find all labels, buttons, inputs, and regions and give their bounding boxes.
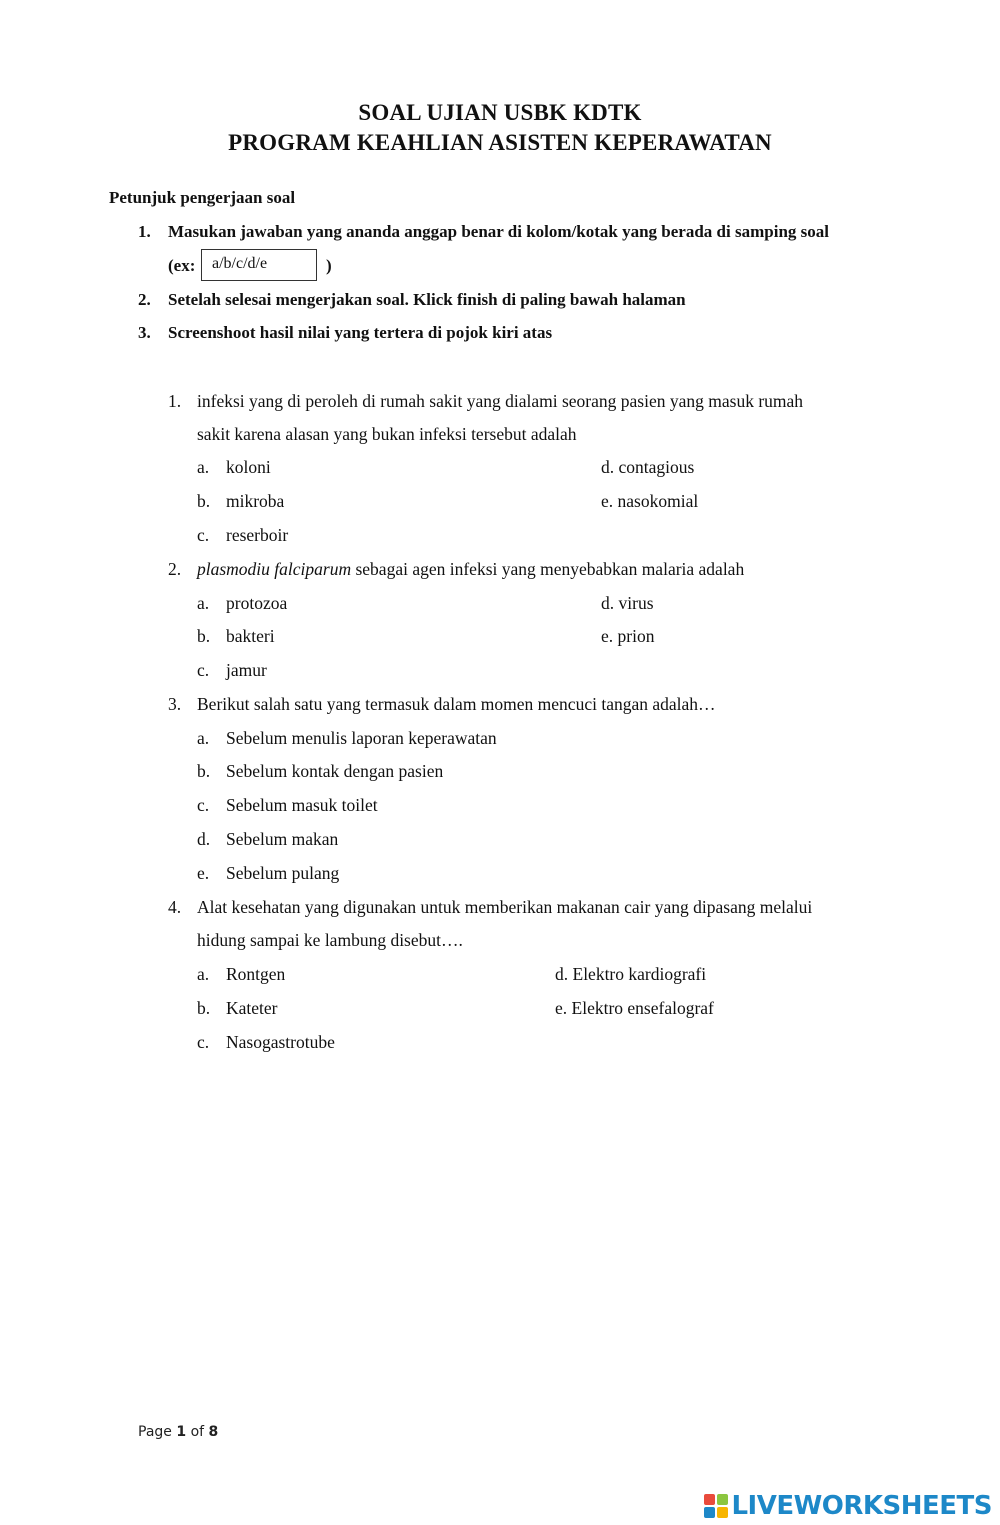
of-label: of [190, 1424, 205, 1440]
page-number [138, 1424, 218, 1440]
question-number: 2. [168, 559, 182, 579]
option-e: e. Elektro ensefalograf [555, 998, 714, 1018]
question-text: infeksi yang di peroleh di rumah sakit yang dialami seorang pasien yang masuk rumah [197, 391, 804, 411]
instruction-number: 1. [138, 222, 151, 241]
option-text: nasokomial [617, 491, 699, 511]
option-letter: a. [197, 593, 210, 613]
option-d [601, 457, 694, 478]
option-text: Nasogastrotube [226, 1032, 335, 1052]
liveworksheets-brand [703, 1488, 992, 1524]
option-e [601, 626, 654, 647]
question-number: 4. [168, 897, 182, 917]
question-text: Berikut salah satu yang termasuk dalam momen mencuci tangan adalah… [197, 694, 716, 714]
option-text: contagious [618, 457, 695, 477]
instructions-heading: Petunjuk pengerjaan soal [109, 188, 296, 207]
question-text: sakit karena alasan yang bukan infeksi tersebut adalah [197, 424, 577, 444]
option-text: prion [617, 626, 655, 646]
option-letter: e. [601, 491, 614, 511]
instruction-text: Setelah selesai mengerjakan soal. Klick finish di paling bawah halaman [168, 290, 686, 309]
option-letter: d. [601, 593, 615, 613]
page-subtitle: PROGRAM KEAHLIAN ASISTEN KEPERAWATAN [228, 130, 772, 155]
page-label: Page [138, 1424, 172, 1440]
liveworksheets-logo-icon [703, 1493, 729, 1519]
instruction-text: Masukan jawaban yang ananda anggap benar di kolom/kotak yang berada di samping soal [168, 222, 829, 241]
option-text: Kateter [226, 998, 278, 1018]
option-d [601, 593, 654, 614]
option-text: Sebelum kontak dengan pasien [226, 761, 444, 781]
option-text: bakteri [226, 626, 275, 646]
option-text: jamur [226, 660, 267, 680]
option-letter: b. [197, 998, 211, 1018]
option-text: Sebelum masuk toilet [226, 795, 378, 815]
question-text: Alat kesehatan yang digunakan untuk memberikan makanan cair yang dipasang melalui [197, 897, 813, 917]
option-text: Sebelum menulis laporan keperawatan [226, 728, 497, 748]
instruction-number: 3. [138, 323, 151, 342]
page-title: SOAL UJIAN USBK KDTK [358, 100, 642, 125]
option-letter: c. [197, 1032, 210, 1052]
option-letter: b. [197, 626, 211, 646]
option-letter: a. [197, 728, 210, 748]
option-letter: c. [197, 525, 210, 545]
option-letter: c. [197, 795, 210, 815]
option-letter: b. [197, 491, 211, 511]
instruction-text: Screenshoot hasil nilai yang tertera di pojok kiri atas [168, 323, 553, 342]
option-text: Rontgen [226, 964, 286, 984]
option-letter: a. [197, 964, 210, 984]
option-letter: c. [197, 660, 210, 680]
question-italic-term: plasmodiu falciparum [197, 559, 352, 579]
current-page: 1 [176, 1424, 187, 1440]
option-text: protozoa [226, 593, 288, 613]
question-text: hidung sampai ke lambung disebut…. [197, 930, 463, 950]
option-letter: e. [197, 863, 210, 883]
option-text: koloni [226, 457, 271, 477]
total-pages: 8 [208, 1424, 219, 1440]
question-number: 3. [168, 694, 182, 714]
example-suffix: ) [326, 256, 332, 275]
option-letter: d. [197, 829, 211, 849]
option-text: virus [618, 593, 654, 613]
question-text-rest: sebagai agen infeksi yang menyebabkan malaria adalah [351, 559, 745, 579]
option-letter: a. [197, 457, 210, 477]
option-e [601, 491, 698, 512]
option-letter: b. [197, 761, 211, 781]
example-prefix: (ex: [168, 256, 196, 275]
question-text [197, 559, 744, 580]
option-text: Sebelum pulang [226, 863, 340, 883]
option-text: mikroba [226, 491, 285, 511]
option-letter: d. [601, 457, 615, 477]
option-letter: e. [601, 626, 614, 646]
instruction-number: 2. [138, 290, 151, 309]
example-answer-box: a/b/c/d/e [201, 249, 317, 281]
option-text: reserboir [226, 525, 289, 545]
option-text: Sebelum makan [226, 829, 339, 849]
brand-name: LIVEWORKSHEETS [731, 1491, 992, 1521]
question-number: 1. [168, 391, 182, 411]
option-d: d. Elektro kardiografi [555, 964, 707, 984]
